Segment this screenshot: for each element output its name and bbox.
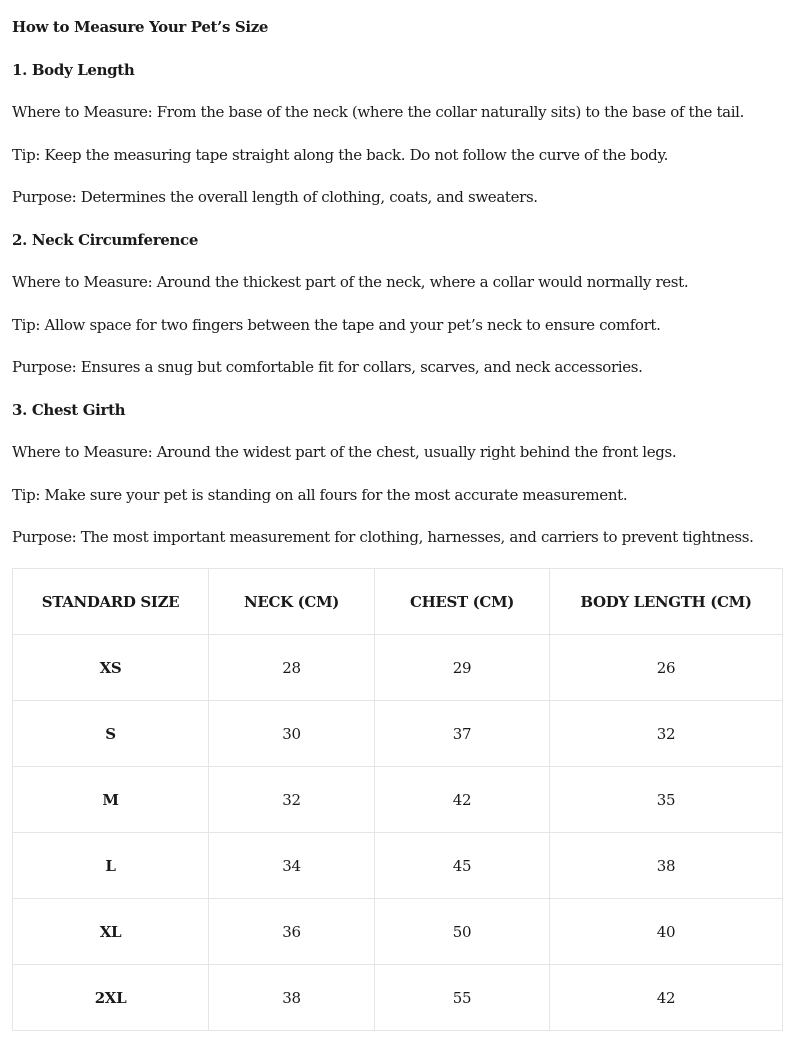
neck-value: 30: [209, 701, 375, 767]
body-length-value: 26: [550, 635, 783, 701]
chest-value: 50: [375, 899, 550, 965]
size-label: 2XL: [13, 965, 209, 1031]
table-row: [13, 833, 783, 899]
body-length-value: 38: [550, 833, 783, 899]
body-length-value: 40: [550, 899, 783, 965]
section-heading-neck: 2. Neck Circumference: [12, 231, 199, 249]
section-heading-body-length: 1. Body Length: [12, 61, 135, 79]
chest-where: Where to Measure: Around the widest part of the chest, usually right behind the front legs.: [12, 443, 677, 461]
neck-where: Where to Measure: Around the thickest part of the neck, where a collar would normally rest.: [12, 273, 689, 291]
table-row: [13, 965, 783, 1031]
body-length-value: 35: [550, 767, 783, 833]
table-row: [13, 767, 783, 833]
chest-purpose: Purpose: The most important measurement for clothing, harnesses, and carriers to prevent tightness.: [12, 528, 754, 546]
chest-value: 42: [375, 767, 550, 833]
neck-value: 34: [209, 833, 375, 899]
size-label: M: [13, 767, 209, 833]
size-label: XS: [13, 635, 209, 701]
size-chart-table: [12, 568, 783, 1031]
neck-value: 36: [209, 899, 375, 965]
neck-purpose: Purpose: Ensures a snug but comfortable fit for collars, scarves, and neck accessories.: [12, 358, 643, 376]
body-length-value: 32: [550, 701, 783, 767]
neck-value: 28: [209, 635, 375, 701]
table-row: [13, 899, 783, 965]
header-standard-size: STANDARD SIZE: [13, 569, 209, 635]
table-row: [13, 701, 783, 767]
body-length-purpose: Purpose: Determines the overall length of clothing, coats, and sweaters.: [12, 188, 538, 206]
header-chest: CHEST (CM): [375, 569, 550, 635]
size-label: S: [13, 701, 209, 767]
header-body-length: BODY LENGTH (CM): [550, 569, 783, 635]
neck-tip: Tip: Allow space for two fingers between the tape and your pet’s neck to ensure comfort.: [12, 316, 661, 334]
table-row: [13, 635, 783, 701]
neck-value: 32: [209, 767, 375, 833]
body-length-where: Where to Measure: From the base of the neck (where the collar naturally sits) to the base of the tail.: [12, 103, 745, 121]
table-header-row: [13, 569, 783, 635]
neck-value: 38: [209, 965, 375, 1031]
size-label: L: [13, 833, 209, 899]
chest-value: 37: [375, 701, 550, 767]
page-title: How to Measure Your Pet’s Size: [12, 18, 269, 36]
chest-tip: Tip: Make sure your pet is standing on all fours for the most accurate measurement.: [12, 486, 628, 504]
chest-value: 55: [375, 965, 550, 1031]
body-length-value: 42: [550, 965, 783, 1031]
section-heading-chest: 3. Chest Girth: [12, 401, 126, 419]
body-length-tip: Tip: Keep the measuring tape straight along the back. Do not follow the curve of the body.: [12, 146, 668, 164]
size-label: XL: [13, 899, 209, 965]
chest-value: 29: [375, 635, 550, 701]
chest-value: 45: [375, 833, 550, 899]
header-neck: NECK (CM): [209, 569, 375, 635]
